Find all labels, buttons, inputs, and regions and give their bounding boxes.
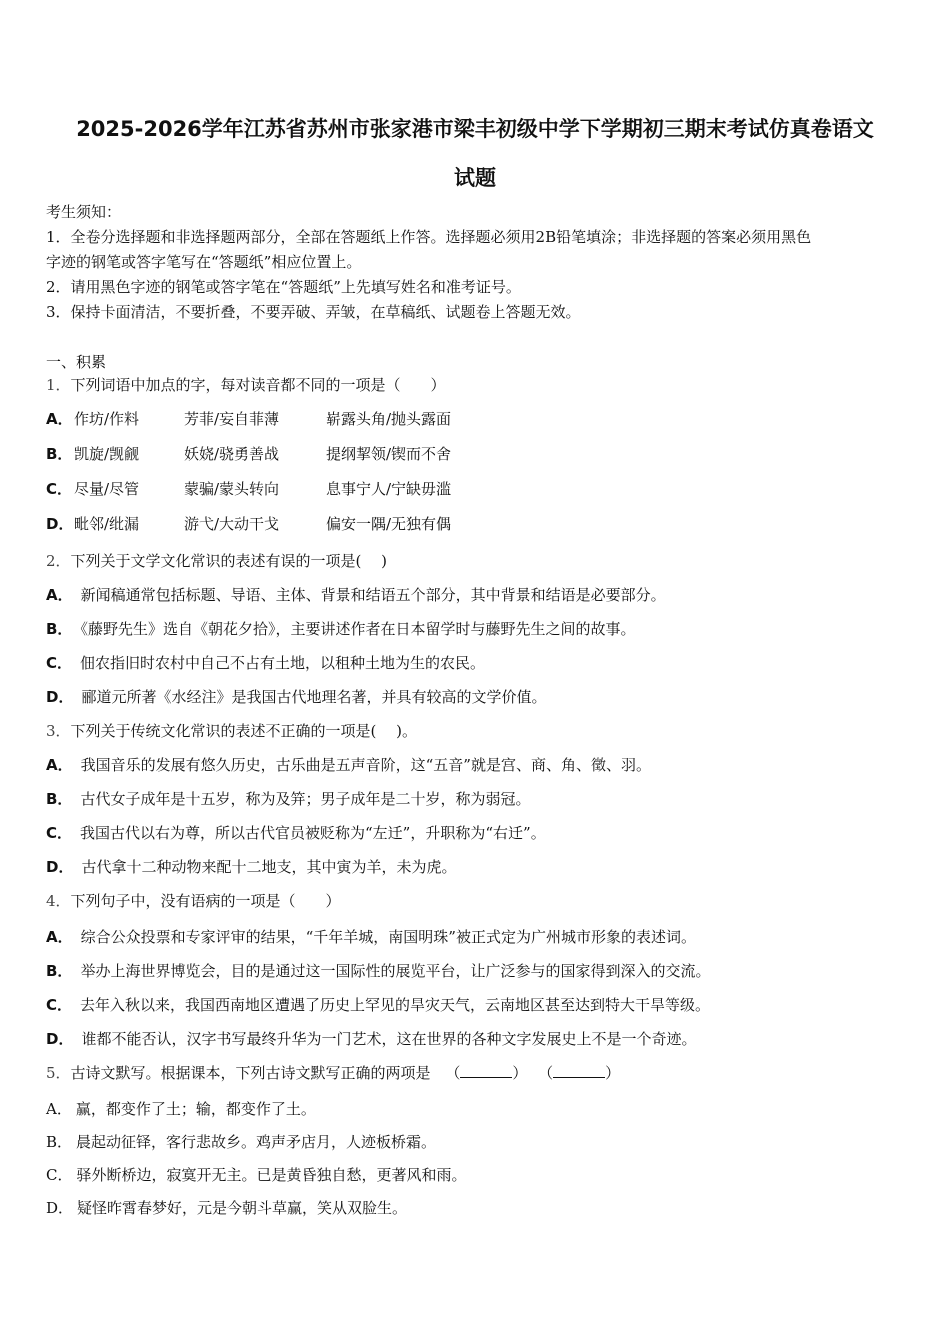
question-4 bbox=[46, 891, 341, 911]
section-heading: 一、积累 bbox=[46, 353, 107, 371]
option-label: D． bbox=[46, 515, 74, 533]
notice-heading: 考生须知： bbox=[46, 203, 122, 221]
question-number: 1． bbox=[46, 376, 71, 394]
option-word: 尽量/尽管 bbox=[74, 480, 140, 498]
option-label: D． bbox=[46, 1199, 74, 1217]
option-label: D． bbox=[46, 858, 74, 876]
option bbox=[46, 995, 710, 1015]
notice-item: 2．请用黑色字迹的钢笔或答字笔在“答题纸”上先填写姓名和准考证号。 bbox=[46, 278, 521, 296]
question-number: 4． bbox=[46, 892, 71, 910]
question-number: 5． bbox=[46, 1064, 71, 1082]
question-number: 2． bbox=[46, 552, 71, 570]
option-text: 赢，都变作了土；输，都变作了土。 bbox=[75, 1100, 316, 1118]
question-text: 下列关于传统文化常识的表述不正确的一项是( )。 bbox=[70, 722, 418, 740]
option-word: 蒙骗/蒙头转向 bbox=[184, 480, 280, 498]
option-word: 凯旋/觊觎 bbox=[74, 445, 140, 463]
option-label: B． bbox=[46, 790, 73, 808]
option-text: 我国音乐的发展有悠久历史，古乐曲是五声音阶，这“五音”就是宫、商、角、徵、羽。 bbox=[80, 756, 651, 774]
notice-item: 字迹的钢笔或答字笔写在“答题纸”相应位置上。 bbox=[46, 253, 362, 271]
option bbox=[46, 653, 485, 673]
option-word: 作坊/作料 bbox=[74, 410, 140, 428]
option-text: 驿外断桥边，寂寞开无主。已是黄昏独自愁，更著风和雨。 bbox=[76, 1166, 467, 1184]
option-text: 郦道元所著《水经注》是我国古代地理名著，并具有较高的文学价值。 bbox=[81, 688, 547, 706]
option bbox=[46, 687, 546, 707]
option-label: D． bbox=[46, 1030, 74, 1048]
question-text: 下列句子中，没有语病的一项是（ ） bbox=[70, 892, 341, 910]
option bbox=[46, 961, 710, 981]
option-word: 偏安一隅/无独有偶 bbox=[326, 515, 452, 533]
option-text: 新闻稿通常包括标题、导语、主体、背景和结语五个部分，其中背景和结语是必要部分。 bbox=[80, 586, 666, 604]
option-word: 游弋/大动干戈 bbox=[184, 515, 280, 533]
notice-item: 3．保持卡面清洁，不要折叠，不要弄破、弄皱，在草稿纸、试题卷上答题无效。 bbox=[46, 303, 581, 321]
option-label: A． bbox=[46, 1100, 72, 1118]
option-label: D． bbox=[46, 688, 74, 706]
option-label: B． bbox=[46, 1133, 73, 1151]
option bbox=[46, 1099, 316, 1119]
question-2 bbox=[46, 551, 387, 571]
page-title: 2025-2026学年江苏省苏州市张家港市梁丰初级中学下学期初三期末考试仿真卷语文 bbox=[76, 117, 874, 141]
paren-close: ） bbox=[605, 1064, 621, 1082]
question-1 bbox=[46, 375, 446, 395]
option-label: A． bbox=[46, 756, 73, 774]
option bbox=[46, 857, 456, 877]
option-label: C． bbox=[46, 480, 73, 498]
option-label: C． bbox=[46, 654, 73, 672]
option-label: C． bbox=[46, 824, 73, 842]
option-text: 去年入秋以来，我国西南地区遭遇了历史上罕见的旱灾天气，云南地区甚至达到特大干旱等级。 bbox=[80, 996, 711, 1014]
option-word: 毗邻/纰漏 bbox=[74, 515, 140, 533]
option-word: 崭露头角/抛头露面 bbox=[326, 410, 452, 428]
page-title-continued: 试题 bbox=[454, 166, 496, 190]
question-number: 3． bbox=[46, 722, 71, 740]
option bbox=[46, 619, 635, 639]
option-label: B． bbox=[46, 620, 73, 638]
option bbox=[46, 823, 546, 843]
notice-item: 1．全卷分选择题和非选择题两部分，全部在答题纸上作答。选择题必须用2B铅笔填涂；非选择题的答案必须用黑色 bbox=[46, 228, 812, 246]
option bbox=[46, 927, 696, 947]
paren-close: ） bbox=[512, 1064, 528, 1082]
option-text: 谁都不能否认，汉字书写最终升华为一门艺术，这在世界的各种文字发展史上不是一个奇迹。 bbox=[81, 1030, 697, 1048]
option-word: 提纲挈领/锲而不舍 bbox=[326, 445, 452, 463]
option-text: 我国古代以右为尊，所以古代官员被贬称为“左迁”，升职称为“右迁”。 bbox=[80, 824, 546, 842]
option-label: A． bbox=[46, 586, 73, 604]
option-text: 佃农指旧时农村中自己不占有土地，以租种土地为生的农民。 bbox=[80, 654, 486, 672]
option bbox=[46, 1132, 436, 1152]
question-text: 古诗文默写。根据课本，下列古诗文默写正确的两项是 bbox=[70, 1064, 431, 1082]
option-label: C． bbox=[46, 1166, 73, 1184]
option-text: 《藤野先生》选自《朝花夕拾》，主要讲述作者在日本留学时与藤野先生之间的故事。 bbox=[80, 620, 636, 638]
option-word: 芳菲/妄自菲薄 bbox=[184, 410, 280, 428]
question-5 bbox=[46, 1063, 620, 1083]
option bbox=[46, 1198, 407, 1218]
option-word: 息事宁人/宁缺毋滥 bbox=[326, 480, 452, 498]
option-label: A． bbox=[46, 410, 73, 428]
option-text: 古代拿十二种动物来配十二地支，其中寅为羊，未为虎。 bbox=[81, 858, 457, 876]
option-text: 疑怪昨霄春梦好，元是今朝斗草赢，笑从双脸生。 bbox=[77, 1199, 408, 1217]
option-text: 举办上海世界博览会，目的是通过这一国际性的展览平台，让广泛参与的国家得到深入的交流。 bbox=[80, 962, 711, 980]
option-text: 古代女子成年是十五岁，称为及笄；男子成年是二十岁，称为弱冠。 bbox=[80, 790, 531, 808]
option bbox=[46, 585, 666, 605]
option-label: C． bbox=[46, 996, 73, 1014]
option-text: 晨起动征铎，客行悲故乡。鸡声矛店月，人迹板桥霜。 bbox=[76, 1133, 437, 1151]
answer-blank-2[interactable] bbox=[553, 1063, 605, 1078]
option-label: B． bbox=[46, 962, 73, 980]
question-text: 下列关于文学文化常识的表述有误的一项是( ) bbox=[70, 552, 388, 570]
paren-open: （ bbox=[445, 1064, 461, 1082]
option-label: B． bbox=[46, 445, 73, 463]
option bbox=[46, 755, 651, 775]
option-label: A． bbox=[46, 928, 73, 946]
option bbox=[46, 1165, 467, 1185]
option bbox=[46, 789, 530, 809]
question-text: 下列词语中加点的字，每对读音都不同的一项是（ ） bbox=[70, 376, 446, 394]
question-3 bbox=[46, 721, 417, 741]
option-word: 妖娆/骁勇善战 bbox=[184, 445, 280, 463]
answer-blank-1[interactable] bbox=[460, 1063, 512, 1078]
option-text: 综合公众投票和专家评审的结果，“千年羊城，南国明珠”被正式定为广州城市形象的表述词。 bbox=[80, 928, 696, 946]
paren-open: （ bbox=[538, 1064, 554, 1082]
option bbox=[46, 1029, 696, 1049]
